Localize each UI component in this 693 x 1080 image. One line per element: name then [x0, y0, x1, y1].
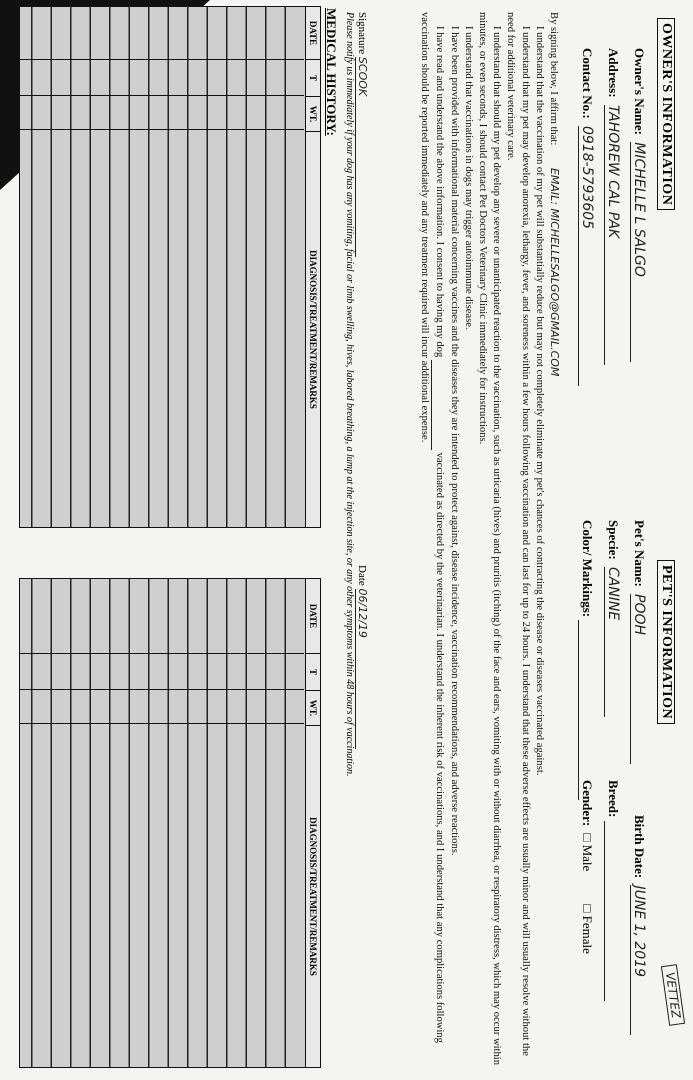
consent-paragraph-2: I understand that my pet may develop anorexia, lethargy, fever, and soreness within a few hours following vaccination and can last for up to 24 hours. I understand that these adverse effects are usually minor and will usually resolve without the need for additional veterinary care. [505, 12, 531, 1056]
pet-gender-label: Gender: [580, 780, 595, 827]
consent-paragraph-4: I understand that vaccinations in dogs may trigger autoimmune disease. [462, 26, 474, 330]
consent-intro-line [546, 12, 561, 1072]
owner-contact-value: 0918-5793605 [578, 126, 595, 386]
handwritten-tag: VETTEZ [661, 964, 685, 1026]
owner-contact-label: Contact No.: [580, 48, 595, 119]
owner-address-label: Address: [606, 48, 621, 98]
consent-paragraph-6b: vaccinated as directed by the veterinarian. I understand the inherent risk of vaccinations, and I understand that any complications following vaccination should be reported immediately and any treatment required will incur additional expense. [419, 12, 446, 1043]
notify-note: Please notify us immediately if your dog has any vomiting, facial or limb swelling, hives, labored breathing, a lump at the injection site, or any other symptoms within 48 hours of vaccination. [344, 12, 355, 777]
sign-date-value: 06/12/19 [355, 589, 369, 749]
col-divider [20, 59, 304, 60]
pet-color-label: Color/ Markings: [580, 520, 595, 618]
signature-label: Signature [356, 12, 368, 55]
owner-name-value: MICHELLE L SALGO [630, 142, 647, 362]
pet-name-label: Pet's Name: [632, 520, 647, 587]
owner-contact-field [578, 48, 595, 386]
owner-name-field [630, 48, 647, 362]
pet-breed-field [604, 780, 621, 1001]
table-header [305, 7, 320, 527]
consent-email-note: EMAIL: MICHELLESALGO@GMAIL.COM [548, 167, 561, 377]
consent-text [417, 12, 561, 1072]
col-divider [20, 723, 304, 724]
pet-color-field [578, 520, 595, 800]
pet-birth-value: JUNE 1, 2019 [630, 885, 647, 1035]
pet-specie-field [604, 520, 621, 717]
col-weight: WT. [306, 97, 320, 132]
col-date: DATE [306, 7, 320, 60]
pet-birth-field [630, 815, 647, 1035]
col-divider [20, 689, 304, 690]
signature-field [355, 12, 369, 257]
medical-history-table-left [19, 6, 321, 528]
owner-name-label: Owner's Name: [632, 48, 647, 136]
col-date: DATE [306, 579, 320, 654]
owner-address-value: TAHOREW CAL PAK [604, 105, 621, 365]
gender-female-checkbox[interactable]: □ Female [580, 904, 595, 954]
gender-male-checkbox[interactable]: □ Male [580, 833, 595, 872]
col-divider [20, 653, 304, 654]
table-header [305, 579, 320, 1067]
consent-intro: By signing below, I affirm that: [548, 12, 559, 146]
owner-info-heading: OWNER'S INFORMATION [657, 18, 675, 210]
sign-date-label: Date [356, 565, 368, 586]
consent-paragraph-6 [417, 12, 446, 1072]
pet-breed-label: Breed: [606, 780, 621, 818]
medical-history-table-right [19, 578, 321, 1068]
consent-paragraph-5: I have been provided with informational material concerning vaccines and the diseases they are intended to protect against, disease incidence, vaccination recommendations, and adverse reactions. [448, 26, 460, 856]
consent-paragraph-3: I understand that should my pet develop any severe or unanticipated reaction to the vaccination, such as urticaria (hives) and pruritis (itching) of the face and ears, vomiting with or without diarrhea, or respiratory distress, which may occur within minutes, or even seconds, I should contact Pet Doctors Veterinary Clinic immediately for instructions. [476, 12, 503, 1066]
pet-color-line [578, 620, 595, 800]
col-divider [20, 95, 304, 96]
pet-specie-value: CANINE [604, 567, 621, 717]
col-temp: T [306, 60, 320, 97]
pet-gender-field [579, 780, 595, 954]
pet-info-heading: PET'S INFORMATION [657, 560, 675, 724]
medical-history-title: MEDICAL HISTORY: [324, 8, 339, 136]
col-remarks: DIAGNOSIS/TREATMENT/REMARKS [308, 250, 318, 409]
col-weight: WT. [306, 691, 320, 726]
consent-paragraph-6a: I have read and understand the above information. I consent to having my dog [434, 26, 446, 358]
consent-paragraph-1: I understand that the vaccination of my pet will substantially reduce but may not completely eliminate my pet's chances of contracting the disease or diseases vaccinated against. [533, 26, 545, 776]
col-remarks: DIAGNOSIS/TREATMENT/REMARKS [308, 817, 318, 976]
table-rows [20, 7, 304, 527]
owner-address-field [604, 48, 621, 365]
pet-birth-label: Birth Date: [632, 815, 647, 879]
pet-breed-line [604, 821, 621, 1001]
pet-specie-label: Specie: [606, 520, 621, 560]
sign-date-field [355, 565, 369, 749]
pet-name-value: POOH [630, 594, 647, 764]
pet-name-field [630, 520, 647, 764]
signature-value: SCOOK [355, 57, 369, 257]
col-temp: T [306, 654, 320, 691]
table-rows [20, 579, 304, 1067]
dog-name-line [431, 360, 446, 450]
col-divider [20, 129, 304, 130]
